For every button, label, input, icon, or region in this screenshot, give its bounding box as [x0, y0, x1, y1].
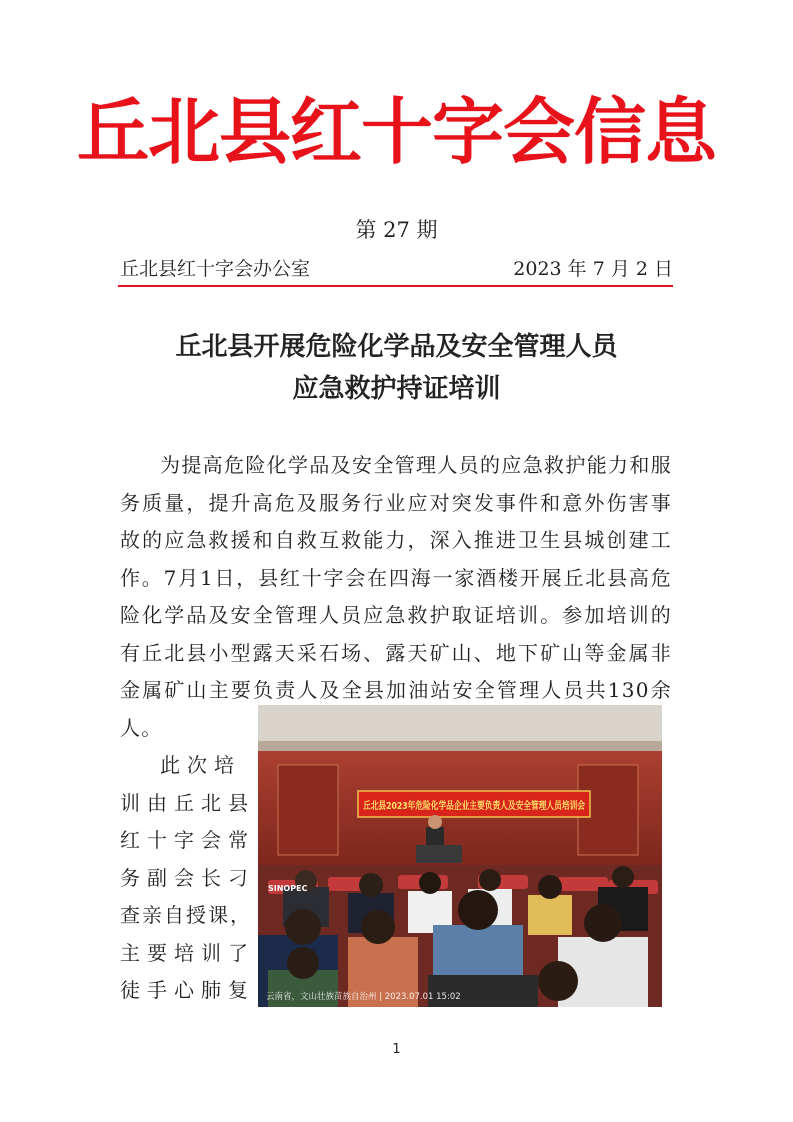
page-number: 1 [392, 1042, 401, 1057]
header-rule [118, 285, 673, 287]
side-line: 徒手心肺复 [120, 978, 255, 1002]
masthead-title: 丘北县红十字会信息 [76, 89, 716, 174]
training-photo [258, 705, 662, 1007]
wrapped-paragraph [120, 747, 255, 1010]
issue-date: 2023 年 7 月 2 日 [513, 258, 673, 280]
side-line: 主要培训了 [120, 940, 255, 965]
article-title-line1: 丘北县开展危险化学品及安全管理人员 [175, 332, 618, 362]
side-line: 训由丘北县 [120, 790, 255, 815]
side-line: 此次培 [160, 753, 241, 777]
issue-number: 第 27 期 [355, 218, 438, 242]
issuing-office: 丘北县红十字会办公室 [120, 258, 311, 280]
paragraph-1: 为提高危险化学品及安全管理人员的应急救护能力和服务质量，提升高危及服务行业应对突发事件和意外伤害事故的应急救援和自救互救能力，深入推进卫生县城创建工作。7月1日，县红十字会在四海一家酒楼开展丘北县高危险化学品及安全管理人员应急救护取证培训。参加培训的有丘北县小型露天采石场、露天矿山、地下矿山等金属非金属矿山主要负责人及全县加油站安全管理人员共130余人。 [120, 453, 672, 740]
side-line: 查亲自授课， [120, 903, 252, 927]
article-body [120, 447, 672, 747]
banner-text: 丘北县2023年危险化学品企业主要负责人及安全管理人员培训会 [363, 801, 651, 812]
photo-watermark: 云南省，文山壮族苗族自治州 | 2023.07.01 15:02 [266, 992, 461, 1002]
shirt-logo: SINOPEC [268, 884, 308, 893]
article-title-line2: 应急救护持证培训 [292, 374, 501, 404]
side-line: 红十字会常 [120, 828, 255, 852]
side-line: 务副会长刁 [120, 865, 255, 890]
